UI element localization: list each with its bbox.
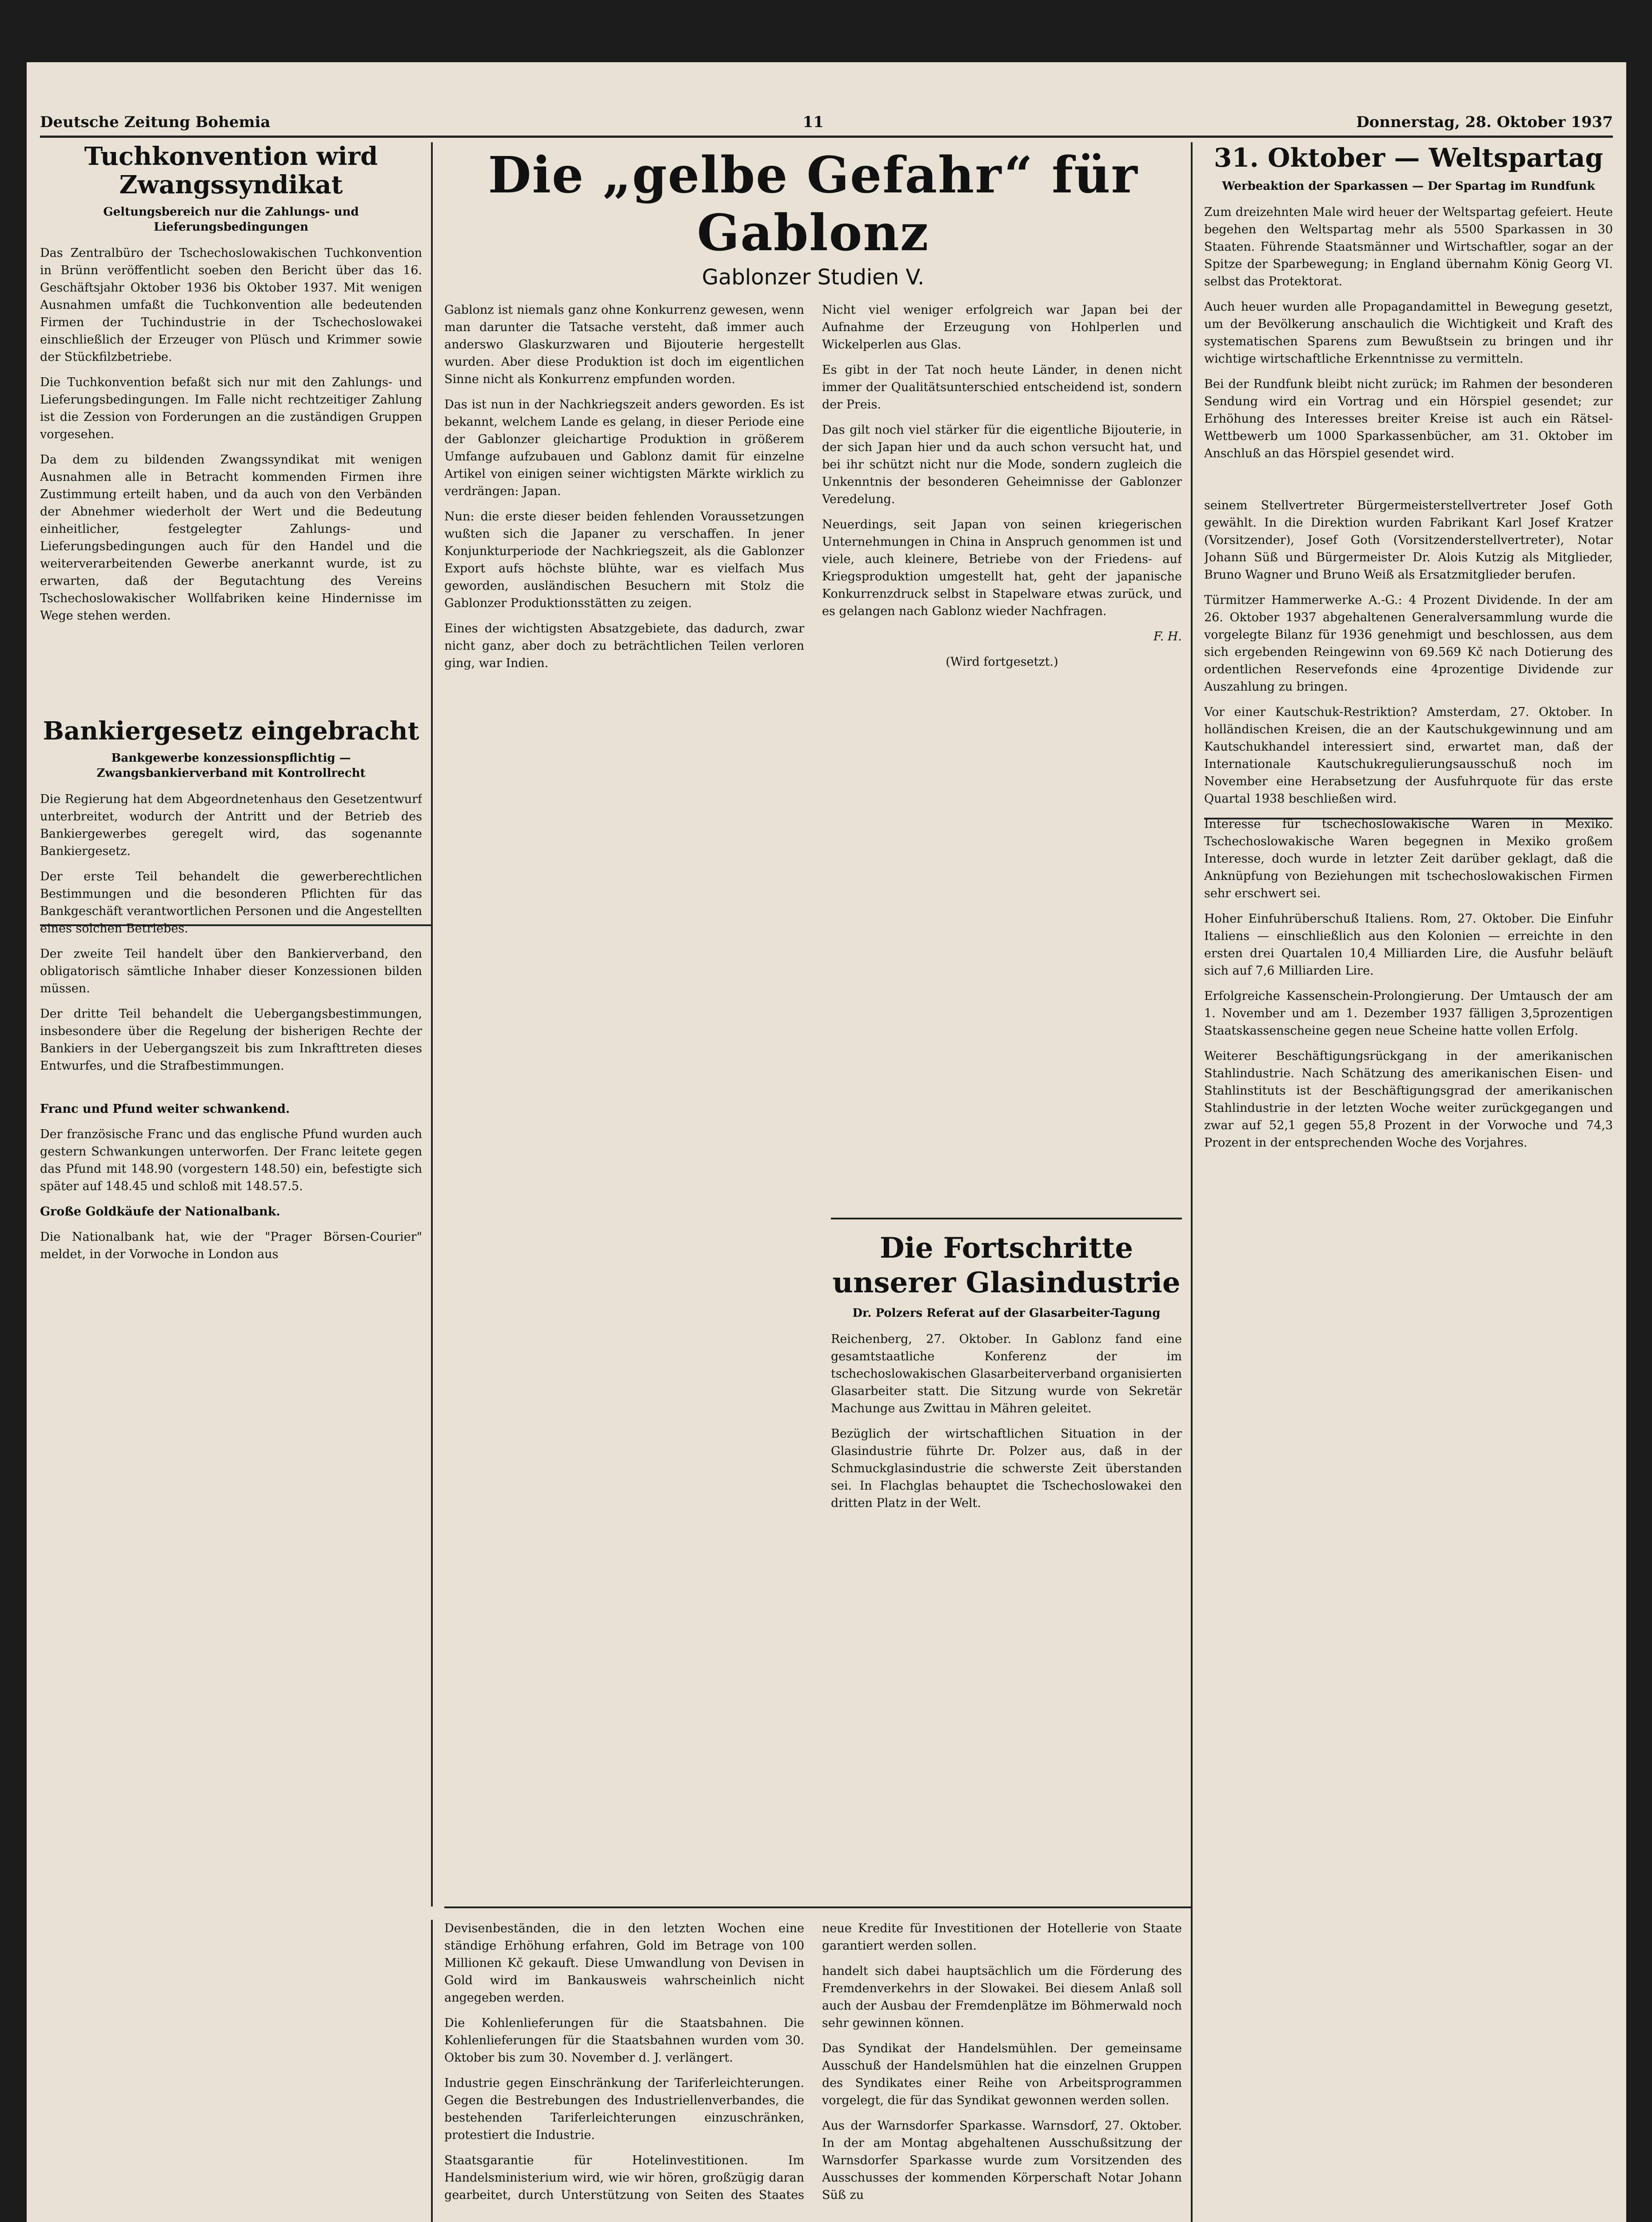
newspaper-page: [27, 62, 1626, 2222]
article-paragraph: Die Regierung hat dem Abgeordnetenhaus den Gesetzentwurf unterbreitet, wodurch der Antritt und der Betrieb des Bankiergewerbes geregelt wird, das sogenannte Bankiergesetz.: [40, 792, 422, 858]
bankiergesetz-subheadline: Bankgewerbe konzessionspflichtig — Zwangsbankierverband mit Kontrollrecht: [96, 751, 366, 780]
article-paragraph: Bei der Rundfunk bleibt nicht zurück; im Rahmen der besonderen Sendung wird ein Vortrag und ein Hörspiel gesendet; zur Erhöhung des Interesses breiter Kreise ist auch ein Rätsel-Wettbewerb um 1000 Sparkassenbücher, am 31. Oktober im Anschluß an das Hörspiel gesendet wird.: [1204, 377, 1613, 460]
article-paragraph: Gablonz ist niemals ganz ohne Konkurrenz gewesen, wenn man darunter die Tatsache versteht, daß immer auch anderswo Glaskurzwaren und Bijouterie hergestellt wurden. Aber diese Produktion ist doch im eigentlichen Sinne nicht als Konkurrenz empfunden worden.: [444, 303, 804, 386]
news-item: Das Syndikat der Handelsmühlen. Der gemeinsame Ausschuß der Handelsmühlen hat die einzelnen Gruppen des Syndikates einer Reihe von Arbeitsprogrammen vorgelegt, die für das Syndikat gewonnen werden sollen.: [822, 2042, 1182, 2107]
article-paragraph: Neuerdings, seit Japan von seinen kriegerischen Unternehmungen in China in Anspruch genommen ist und viele, auch kleinere, Betriebe von der Friedens- auf Kriegsproduktion umgestellt hat, geht der japanische Konkurrenzdruck selbst in Stapelware etwas zurück, und es gelangen nach Gablonz wieder Nachfragen.: [822, 518, 1182, 618]
tuchkonvention-subheadline: Geltungsbereich nur die Zahlungs- und Lieferungsbedingungen: [103, 205, 359, 234]
article-paragraph: Der zweite Teil handelt über den Bankierverband, den obligatorisch sämtliche Inhaber dieser Konzessionen bilden müssen.: [40, 947, 422, 995]
article-paragraph: Nun: die erste dieser beiden fehlenden Voraussetzungen wußten sich die Japaner zu verschaffen. In jener Konjunkturperiode der Nachkriegszeit, als die Gablonzer Export aufs höchste blühte, war es vielfach Mus geworden, ausländischen Besuchern mit Stolz die Gablonzer Produktionsstätten zu zeigen.: [444, 510, 804, 610]
column-rule: [431, 142, 433, 1906]
newspaper-name: Deutsche Zeitung Bohemia: [40, 113, 271, 131]
sparkasse-board-notice: seinem Stellvertreter Bürgermeisterstellvertreter Josef Goth gewählt. In die Direktion wurden Fabrikant Karl Josef Kratzer (Vorsitzender), Josef Goth (Vorsitzenderstellvertreter), Notar Johann Süß und Bürgermeister Dr. Alois Kutzig als Mitglieder, Bruno Wagner und Bruno Weiß als Ersatzmitglieder berufen.: [1204, 499, 1613, 582]
business-notice: Türmitzer Hammerwerke A.-G.: 4 Prozent Dividende. In der am 26. Oktober 1937 abgehaltenen Generalversammlung wurde die vorgelegte Bilanz für 1936 genehmigt und beschlossen, aus dem sich ergebenden Reingewinn von 69.569 Kč nach Dotierung des ordentlichen Reservefonds eine 4prozentige Dividende zur Auszahlung zu bringen.: [1204, 593, 1613, 694]
weltspartag-headline: 31. Oktober — Weltspartag: [1213, 143, 1604, 173]
section-rule: [444, 1906, 1191, 1908]
bottom-news-block: [444, 1920, 1182, 2222]
news-item: handelt sich dabei hauptsächlich um die Förderung des Fremdenverkehrs in der Slowakei. Bei diesem Anlaß soll auch der Ausbau der Fremdenplätze im Böhmerwald noch sehr gewinnen können.: [822, 1964, 1182, 2030]
article-paragraph: Da dem zu bildenden Zwangssyndikat mit wenigen Ausnahmen alle in Betracht kommenden Firmen ihre Zustimmung erteilt haben, und da auch von den Verbänden der Abnehmer wiederholt der Wert und die Bedeutung einheitlicher, festgelegter Zahlungs- und Lieferungsbedingungen auch für den Handel und die weiterverarbeitenden Gewerbe anerkannt wurde, ist zu erwarten, daß der Begutachtung des Vereins Tschechoslowakischer Wollfabriken keine Hindernisse im Wege stehen werden.: [40, 453, 422, 623]
business-notice: Weiterer Beschäftigungsrückgang in der amerikanischen Stahlindustrie. Nach Schätzung des amerikanischen Eisen- und Stahlinstituts ist der Beschäftigungsgrad der amerikanischen Stahlindustrie in der letzten Woche weiter zurückgegangen und zwar auf 52,1 gegen 55,8 Prozent in der Vorwoche und 74,3 Prozent in der entsprechenden Woche des Vorjahres.: [1204, 1049, 1613, 1150]
article-paragraph: Der französische Franc und das englische Pfund wurden auch gestern Schwankungen unterworfen. Der Franc leitete gegen das Pfund mit 148.90 (vorgestern 148.50) ein, befestigte sich später auf 148.45 und schloß mit 148.57.5.: [40, 1127, 422, 1193]
business-notice: Interesse für tschechoslowakische Waren in Mexiko. Tschechoslowakische Waren begegnen in Mexiko großem Interesse, doch wurde in letzter Zeit darüber geklagt, daß die Anknüpfung von Beziehungen mit tschechoslowakischen Firmen sehr erschwert sei.: [1204, 817, 1613, 900]
page-number: 11: [802, 113, 824, 131]
news-item: Die Kohlenlieferungen für die Staatsbahnen. Die Kohlenlieferungen für die Staatsbahnen wurden vom 30. Oktober bis zum 30. November d. J. verlängert.: [444, 2016, 804, 2065]
column-rule: [1191, 142, 1193, 2222]
business-notice: Vor einer Kautschuk-Restriktion? Amsterdam, 27. Oktober. In holländischen Kreisen, die an der Kautschukgewinnung und am Kautschukhandel interessiert sind, erwartet man, daß der Internationale Kautschukregulierungsausschuß noch im November eine Herabsetzung der Ausfuhrquote für das erste Quartal 1938 beschließen wird.: [1204, 705, 1613, 806]
article-paragraph: Eines der wichtigsten Absatzgebiete, das dadurch, zwar nicht ganz, aber doch zu beträchtlichen Teilen verloren ging, war Indien.: [444, 622, 804, 670]
glas-subheadline: Dr. Polzers Referat auf der Glasarbeiter-Tagung: [852, 1307, 1161, 1320]
business-notice: Hoher Einfuhrüberschuß Italiens. Rom, 27. Oktober. Die Einfuhr Italiens — einschließlich aus den Kolonien — erreichte in den ersten drei Quartalen 10,4 Milliarden Lire, die Ausfuhr beläuft sich auf 7,6 Milliarden Lire.: [1204, 912, 1613, 978]
article-paragraph: Die Tuchkonvention befaßt sich nur mit den Zahlungs- und Lieferungsbedingungen. Im Falle nicht rechtzeitiger Zahlung ist die Zession von Forderungen an die zuständigen Gruppen vorgesehen.: [40, 376, 422, 441]
article-paragraph: Der dritte Teil behandelt die Uebergangsbestimmungen, insbesondere über die Regelung der bisherigen Rechte der Bankiers in der Uebergangszeit bis zum Inkrafttreten dieses Entwurfes, und die Strafbestimmungen.: [40, 1007, 422, 1073]
news-item: Aus der Warnsdorfer Sparkasse. Warnsdorf, 27. Oktober. In der am Montag abgehaltenen Ausschußsitzung der Warnsdorfer Sparkasse wurde zum Vorsitzenden des Ausschusses der kommenden Körperschaft Notar Johann Süß zu: [822, 2119, 1182, 2202]
article-paragraph: Zum dreizehnten Male wird heuer der Weltspartag gefeiert. Heute begehen den Weltspartag mehr als 5500 Sparkassen in 30 Staaten. Führende Staatsmänner und Wirtschaftler, sogar an der Spitze der Sparbewegung; in England übernahm König Georg VI. selbst das Protektorat.: [1204, 205, 1613, 288]
page-header: [40, 104, 1613, 138]
bottom-news-columns: [444, 1920, 1182, 2208]
article-paragraph: Das Zentralbüro der Tschechoslowakischen Tuchkonvention in Brünn veröffentlicht soeben den Bericht über das 16. Geschäftsjahr Oktober 1936 bis Oktober 1937. Mit wenigen Ausnahmen umfaßt die Tuchkonvention alle bedeutenden Firmen der Tuchindustrie in der Tschechoslowakei einschließlich der Erzeuger von Plüsch und Krimmer sowie der Stückfilzbetriebe.: [40, 246, 422, 364]
news-item: Devisenbeständen, die in den letzten Wochen eine ständige Erhöhung erfahren, Gold im Betrage von 100 Millionen Kč gekauft. Diese Umwandlung von Devisen in Gold wird im Bankausweis wahrscheinlich nicht angegeben werden.: [444, 1922, 804, 2005]
article-paragraph: Das ist nun in der Nachkriegszeit anders geworden. Es ist bekannt, welchem Lande es gelang, in dieser Periode eine der Gablonzer gleichartige Produktion in größerem Umfange aufzubauen und Gablonz damit für einzelne Artikel von einigen seiner wichtigsten Märkte wirklich zu verdrängen: Japan.: [444, 398, 804, 498]
business-notice: Erfolgreiche Kassenschein-Prolongierung. Der Umtausch der am 1. November und am 1. Dezember 1937 fälligen 3,5prozentigen Staatskassenscheine gegen neue Scheine hatte vollen Erfolg.: [1204, 989, 1613, 1038]
article-paragraph: Es gibt in der Tat noch heute Länder, in denen nicht immer der Qualitätsunterschied entscheidend ist, sondern der Preis.: [822, 363, 1182, 412]
glas-article: [831, 1218, 1182, 1898]
gold-headline: Große Goldkäufe der Nationalbank.: [40, 1205, 280, 1219]
continued-note: (Wird fortgesetzt.): [946, 655, 1058, 669]
issue-date: Donnerstag, 28. Oktober 1937: [1356, 113, 1613, 131]
glas-headline: Die Fortschritte unserer Glasindustrie: [832, 1231, 1181, 1299]
news-item: Industrie gegen Einschränkung der Tariferleichterungen. Gegen die Bestrebungen des Industriellenverbandes, die bestehenden Tariferleichterungen einzuschränken, protestiert die Industrie.: [444, 2076, 804, 2142]
column-rule: [431, 1920, 433, 2222]
article-paragraph: Auch heuer wurden alle Propagandamittel in Bewegung gesetzt, um der Bevölkerung anschaulich die Wichtigkeit und Kraft des systematischen Sparens zum Bewußtsein zu bringen und ihr wichtige wirtschaftliche Erkenntnisse zu vermitteln.: [1204, 300, 1613, 366]
article-paragraph: Der erste Teil behandelt die gewerberechtlichen Bestimmungen und die besonderen Pflichten für das Bankgeschäft verantwortlichen Personen und die Angestellten eines solchen Betriebes.: [40, 870, 422, 935]
tuchkonvention-headline: Tuchkonvention wird Zwangssyndikat: [84, 142, 378, 200]
article-signature: F. H.: [1153, 630, 1182, 643]
left-column: [40, 142, 422, 2222]
right-column: [1204, 142, 1613, 2222]
article-paragraph: Die Nationalbank hat, wie der "Prager Börsen-Courier" meldet, in der Vorwoche in London aus: [40, 1230, 422, 1261]
article-paragraph: Nicht viel weniger erfolgreich war Japan bei der Aufnahme der Erzeugung von Hohlperlen und Wickelperlen aus Glas.: [822, 303, 1182, 352]
main-headline: Die „gelbe Gefahr“ für Gablonz: [488, 147, 1138, 262]
news-item: Staatsgarantie für Hotelinvestitionen. Im Handelsministerium wird, wie wir hören, großzügig daran gearbeitet, durch Unterstützung von Seiten des Staates neue Kredite für Investitionen der Hotellerie von Staate garantiert werden sollen.: [444, 1922, 1182, 2202]
franc-headline: Franc und Pfund weiter schwankend.: [40, 1102, 290, 1116]
weltspartag-subheadline: Werbeaktion der Sparkassen — Der Spartag im Rundfunk: [1222, 180, 1595, 193]
bankiergesetz-headline: Bankiergesetz eingebracht: [43, 716, 419, 746]
article-paragraph: Reichenberg, 27. Oktober. In Gablonz fand eine gesamtstaatliche Konferenz der im tschechoslowakischen Glasarbeiterverband organisierten Glasarbeiter statt. Die Sitzung wurde von Sekretär Machunge aus Zwittau in Mähren geleitet.: [831, 1332, 1182, 1415]
article-paragraph: Das gilt noch viel stärker für die eigentliche Bijouterie, in der sich Japan hier und da auch schon versucht hat, und bei ihr schützt nicht nur die Mode, sondern zugleich die Unkenntnis der besonderen Geheimnisse der Gablonzer Veredelung.: [822, 423, 1182, 506]
article-paragraph: Bezüglich der wirtschaftlichen Situation in der Glasindustrie führte Dr. Polzer aus, daß in der Schmuckglasindustrie die schwerste Zeit überstanden sei. In Flachglas behauptet die Tschechoslowakei den dritten Platz in der Welt.: [831, 1427, 1182, 1510]
main-article-body: [444, 301, 1182, 679]
main-subheadline: Gablonzer Studien V.: [702, 265, 925, 290]
